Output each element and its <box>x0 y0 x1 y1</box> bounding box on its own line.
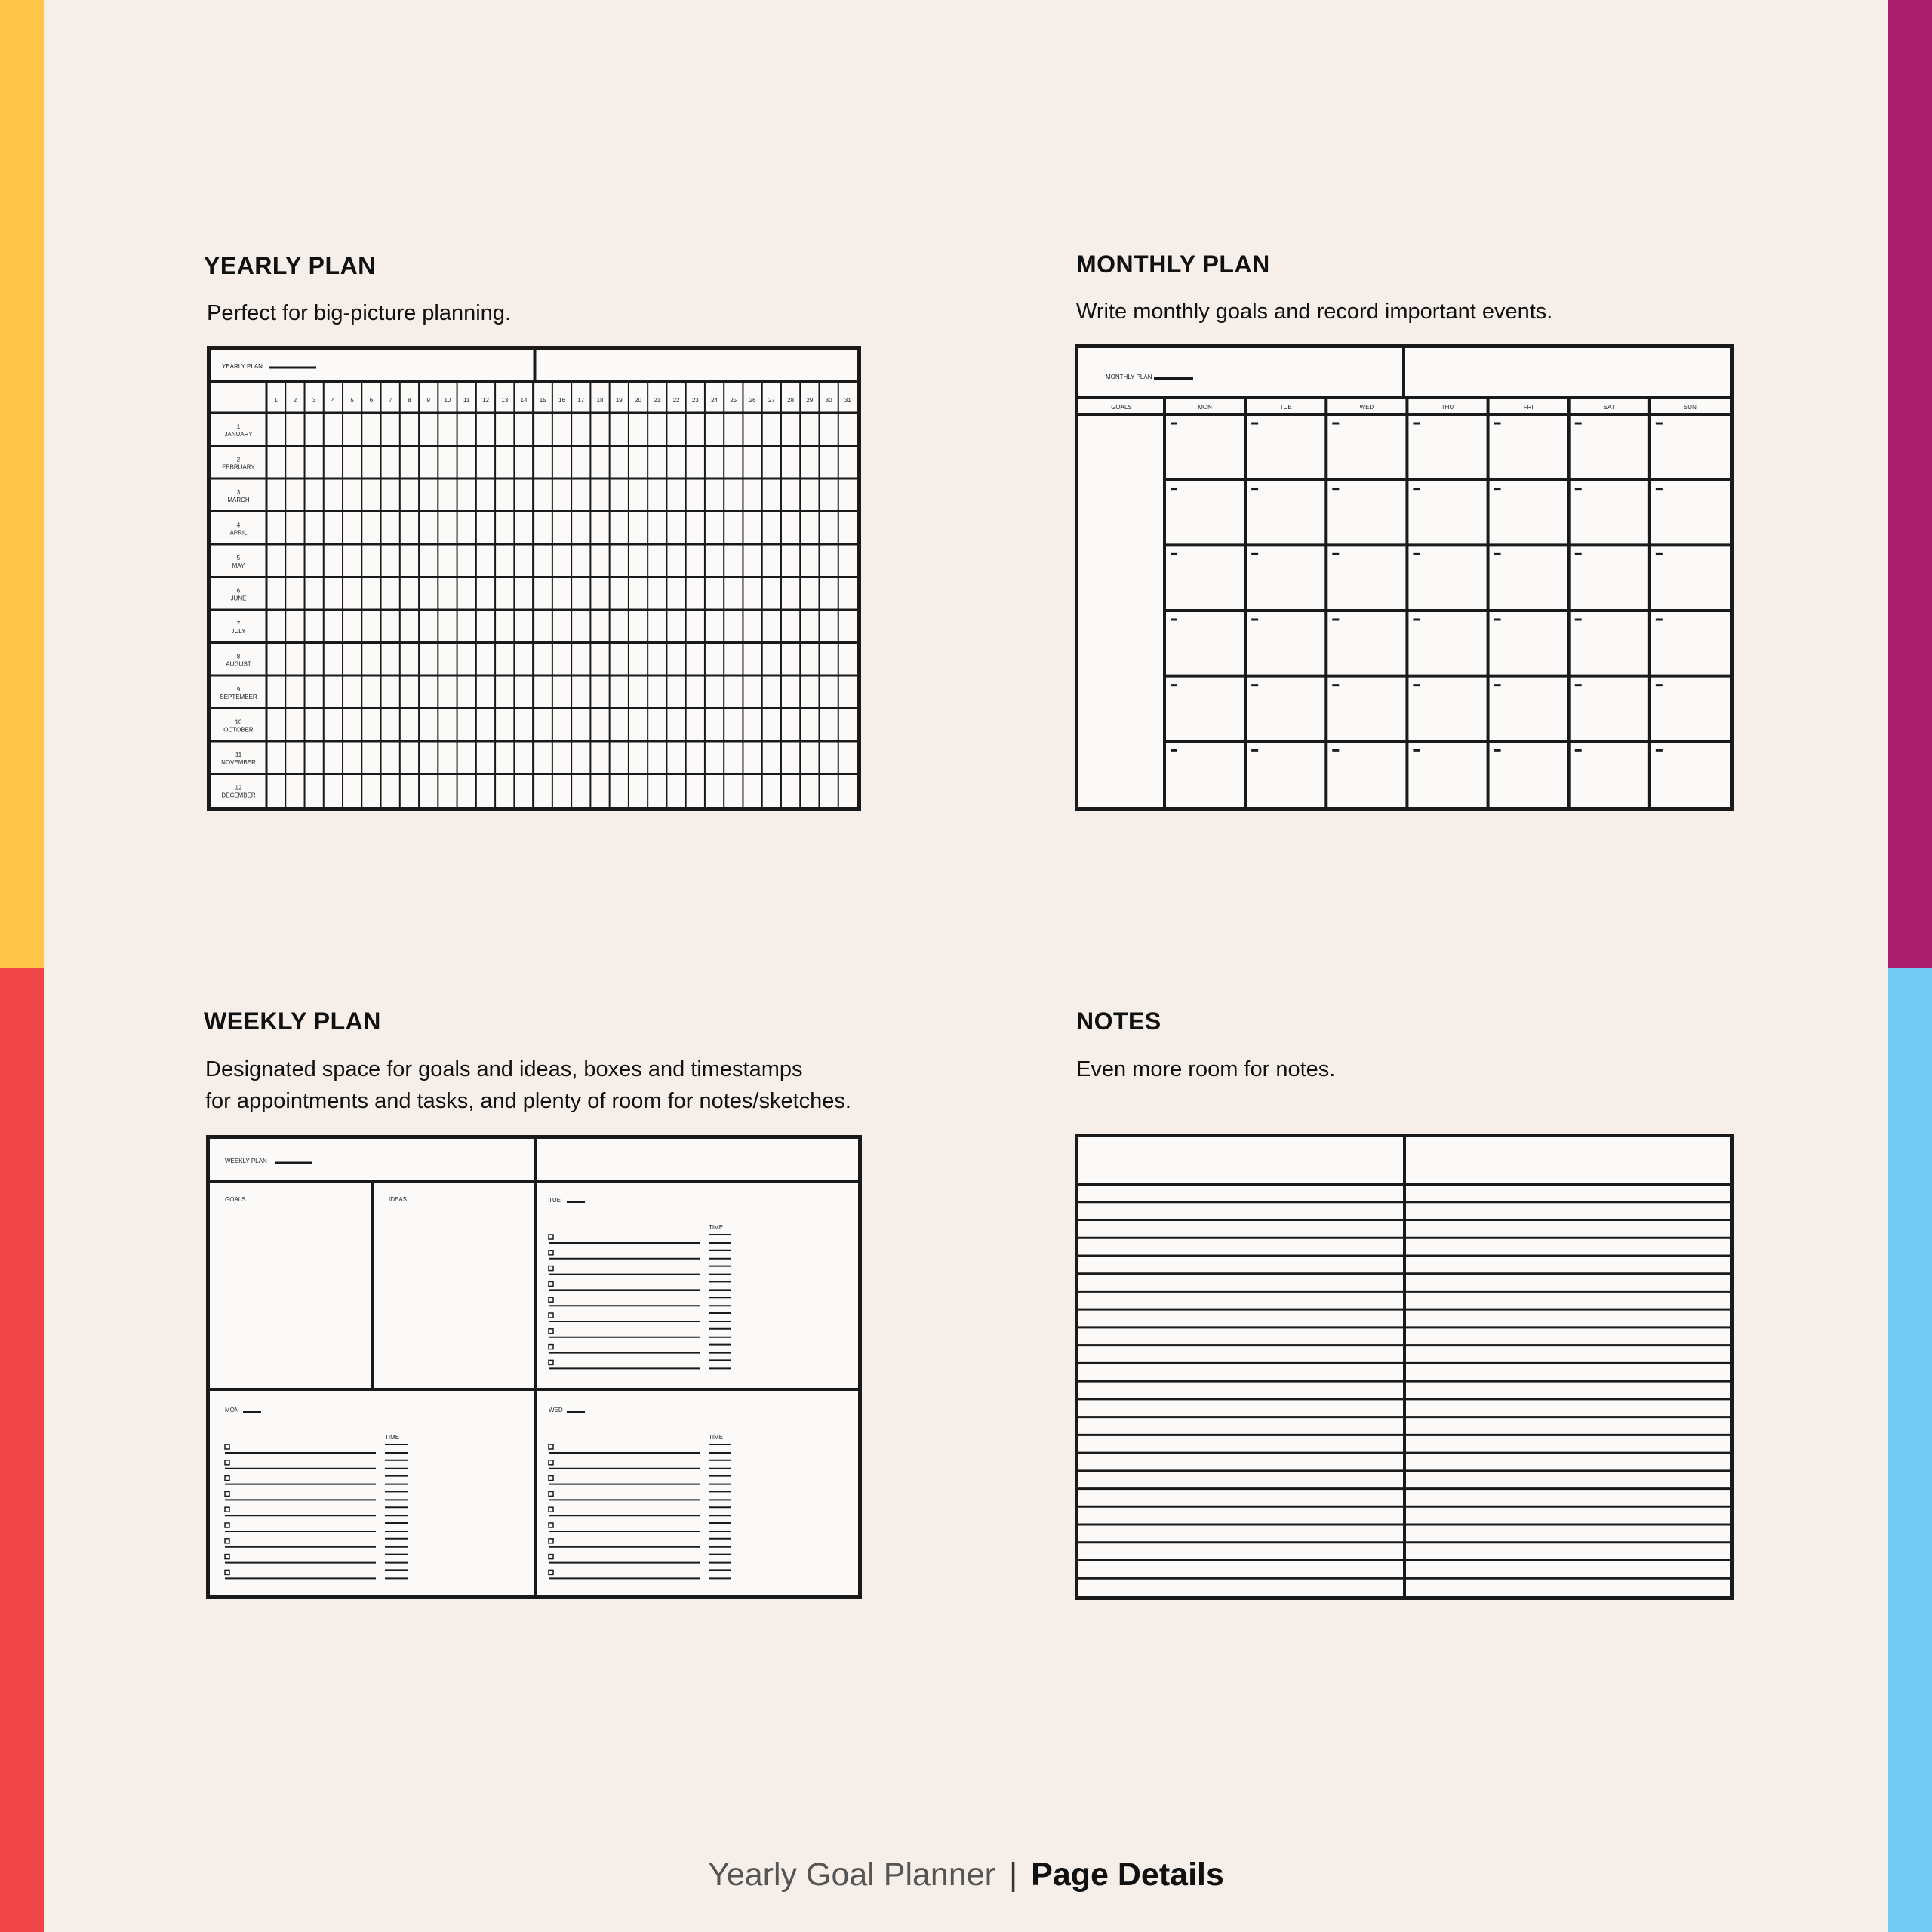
weekly-task-checkbox <box>225 1523 229 1527</box>
yearly-month-name: OCTOBER <box>223 726 254 734</box>
yearly-plan-grid <box>211 350 857 807</box>
yearly-day-number: 18 <box>596 397 604 404</box>
weekly-task-checkbox <box>549 1523 553 1527</box>
weekly-task-checkbox <box>225 1539 229 1543</box>
notes-description: Even more room for notes. <box>1076 1057 1336 1081</box>
footer-brand: Yearly Goal Planner <box>708 1857 995 1893</box>
weekly-sheet-label: WEEKLY PLAN <box>225 1158 267 1164</box>
yearly-day-number: 1 <box>274 397 278 404</box>
yearly-sheet-label: YEARLY PLAN <box>222 363 263 370</box>
yearly-day-number: 14 <box>520 397 528 404</box>
weekly-task-checkbox <box>549 1555 553 1559</box>
right-accent-bar-bottom <box>1888 968 1932 1932</box>
monthly-weekday-label: THU <box>1441 404 1454 411</box>
yearly-day-number: 20 <box>635 397 641 404</box>
weekly-task-checkbox <box>549 1297 553 1302</box>
monthly-plan-description: Write monthly goals and record important events. <box>1076 300 1553 324</box>
weekly-plan-sheet <box>206 1135 862 1599</box>
weekly-plan-description-line2: for appointments and tasks, and plenty of room for notes/sketches. <box>205 1089 851 1113</box>
monthly-weekday-label: WED <box>1359 404 1374 411</box>
weekly-time-label: TIME <box>709 1224 724 1231</box>
yearly-day-number: 19 <box>615 397 623 404</box>
weekly-task-checkbox <box>549 1329 553 1334</box>
yearly-day-number: 25 <box>730 397 737 404</box>
yearly-day-number: 10 <box>444 397 451 404</box>
weekly-task-checkbox <box>549 1460 553 1465</box>
weekly-task-checkbox <box>549 1345 553 1349</box>
weekly-task-checkbox <box>549 1570 553 1574</box>
right-accent-bar-top <box>1888 0 1932 968</box>
yearly-plan-title: YEARLY PLAN <box>204 252 376 279</box>
notes-title: NOTES <box>1076 1008 1161 1035</box>
yearly-day-number: 27 <box>768 397 775 404</box>
weekly-task-checkbox <box>225 1570 229 1574</box>
monthly-weekday-label: SUN <box>1683 404 1697 411</box>
yearly-month-name: AUGUST <box>226 660 251 668</box>
yearly-day-number: 21 <box>654 397 661 404</box>
yearly-month-name: JULY <box>231 627 246 635</box>
yearly-day-number: 13 <box>501 397 509 404</box>
yearly-day-number: 4 <box>331 397 335 404</box>
yearly-day-number: 15 <box>539 397 546 404</box>
weekly-task-checkbox <box>549 1235 553 1239</box>
weekly-task-checkbox <box>549 1476 553 1481</box>
monthly-weekday-label: SAT <box>1603 404 1615 411</box>
monthly-weekday-label: TUE <box>1279 404 1292 411</box>
yearly-day-number: 26 <box>749 397 756 404</box>
yearly-day-number: 9 <box>426 397 430 404</box>
yearly-day-number: 22 <box>672 397 680 404</box>
yearly-plan-sheet <box>207 346 861 811</box>
yearly-month-name: SEPTEMBER <box>220 693 257 700</box>
weekly-task-checkbox <box>549 1444 553 1449</box>
yearly-day-number: 28 <box>787 397 795 404</box>
yearly-month-name: MAY <box>232 561 245 569</box>
yearly-month-name: APRIL <box>229 529 248 537</box>
footer-page-title: Page Details <box>1031 1857 1224 1893</box>
yearly-month-number: 11 <box>235 751 242 758</box>
weekly-task-checkbox <box>225 1555 229 1559</box>
yearly-day-number: 24 <box>711 397 718 404</box>
monthly-plan-title: MONTHLY PLAN <box>1076 251 1270 278</box>
left-accent-bar-top <box>0 0 44 968</box>
weekly-task-checkbox <box>549 1266 553 1271</box>
yearly-day-number: 31 <box>844 397 851 404</box>
yearly-day-number: 11 <box>463 397 470 404</box>
yearly-day-number: 29 <box>806 397 814 404</box>
yearly-day-number: 8 <box>408 397 411 404</box>
notes-sheet <box>1075 1134 1734 1600</box>
yearly-month-number: 10 <box>235 718 242 726</box>
weekly-task-checkbox <box>549 1313 553 1318</box>
monthly-sheet-label: MONTHLY PLAN <box>1106 374 1152 380</box>
yearly-day-number: 5 <box>350 397 354 404</box>
weekly-plan-grid <box>210 1139 858 1595</box>
yearly-day-number: 30 <box>825 397 832 404</box>
yearly-month-name: JUNE <box>230 595 247 602</box>
weekly-day-label: TUE <box>549 1197 561 1204</box>
weekly-task-checkbox <box>225 1491 229 1496</box>
left-accent-bar-bottom <box>0 968 44 1932</box>
yearly-month-name: DECEMBER <box>221 792 256 799</box>
yearly-month-number: 3 <box>236 488 241 496</box>
yearly-month-number: 4 <box>236 521 241 529</box>
weekly-time-label: TIME <box>709 1434 724 1441</box>
yearly-month-number: 2 <box>236 456 241 463</box>
yearly-day-number: 17 <box>577 397 585 404</box>
yearly-month-name: MARCH <box>227 496 250 503</box>
weekly-task-checkbox <box>549 1491 553 1496</box>
yearly-day-number: 12 <box>482 397 489 404</box>
monthly-weekday-label: FRI <box>1523 404 1534 411</box>
yearly-month-number: 7 <box>236 620 241 627</box>
yearly-month-number: 6 <box>236 587 241 595</box>
yearly-month-number: 12 <box>235 784 242 792</box>
yearly-plan-description: Perfect for big-picture planning. <box>207 301 511 325</box>
monthly-weekday-label: MON <box>1198 404 1212 411</box>
yearly-day-number: 7 <box>388 397 392 404</box>
weekly-day-label: MON <box>225 1407 239 1414</box>
weekly-ideas-label: IDEAS <box>389 1196 408 1203</box>
weekly-task-checkbox <box>549 1539 553 1543</box>
weekly-task-checkbox <box>549 1281 553 1286</box>
yearly-day-number: 23 <box>691 397 699 404</box>
notes-grid <box>1078 1137 1730 1596</box>
weekly-goals-label: GOALS <box>225 1196 246 1203</box>
yearly-day-number: 3 <box>312 397 316 404</box>
weekly-task-checkbox <box>549 1507 553 1512</box>
yearly-day-number: 6 <box>369 397 374 404</box>
yearly-month-name: JANUARY <box>224 430 253 438</box>
yearly-month-number: 9 <box>236 685 241 693</box>
footer <box>0 1857 1932 1894</box>
weekly-plan-title: WEEKLY PLAN <box>204 1008 381 1035</box>
yearly-day-number: 2 <box>293 397 297 404</box>
weekly-plan-description-line1: Designated space for goals and ideas, boxes and timestamps <box>205 1057 803 1081</box>
weekly-day-label: WED <box>549 1407 563 1414</box>
monthly-goals-label: GOALS <box>1111 404 1132 411</box>
monthly-plan-sheet <box>1075 344 1734 811</box>
monthly-plan-grid <box>1078 348 1730 807</box>
weekly-time-label: TIME <box>385 1434 400 1441</box>
footer-separator: | <box>1008 1857 1018 1893</box>
weekly-task-checkbox <box>225 1460 229 1465</box>
yearly-month-number: 8 <box>236 653 241 660</box>
yearly-month-number: 5 <box>236 554 241 561</box>
yearly-month-number: 1 <box>236 423 241 430</box>
yearly-day-number: 16 <box>558 397 565 404</box>
weekly-task-checkbox <box>549 1360 553 1364</box>
yearly-month-name: FEBRUARY <box>222 463 255 471</box>
weekly-task-checkbox <box>225 1476 229 1481</box>
weekly-task-checkbox <box>225 1444 229 1449</box>
weekly-task-checkbox <box>549 1251 553 1255</box>
weekly-task-checkbox <box>225 1507 229 1512</box>
yearly-month-name: NOVEMBER <box>221 758 256 766</box>
